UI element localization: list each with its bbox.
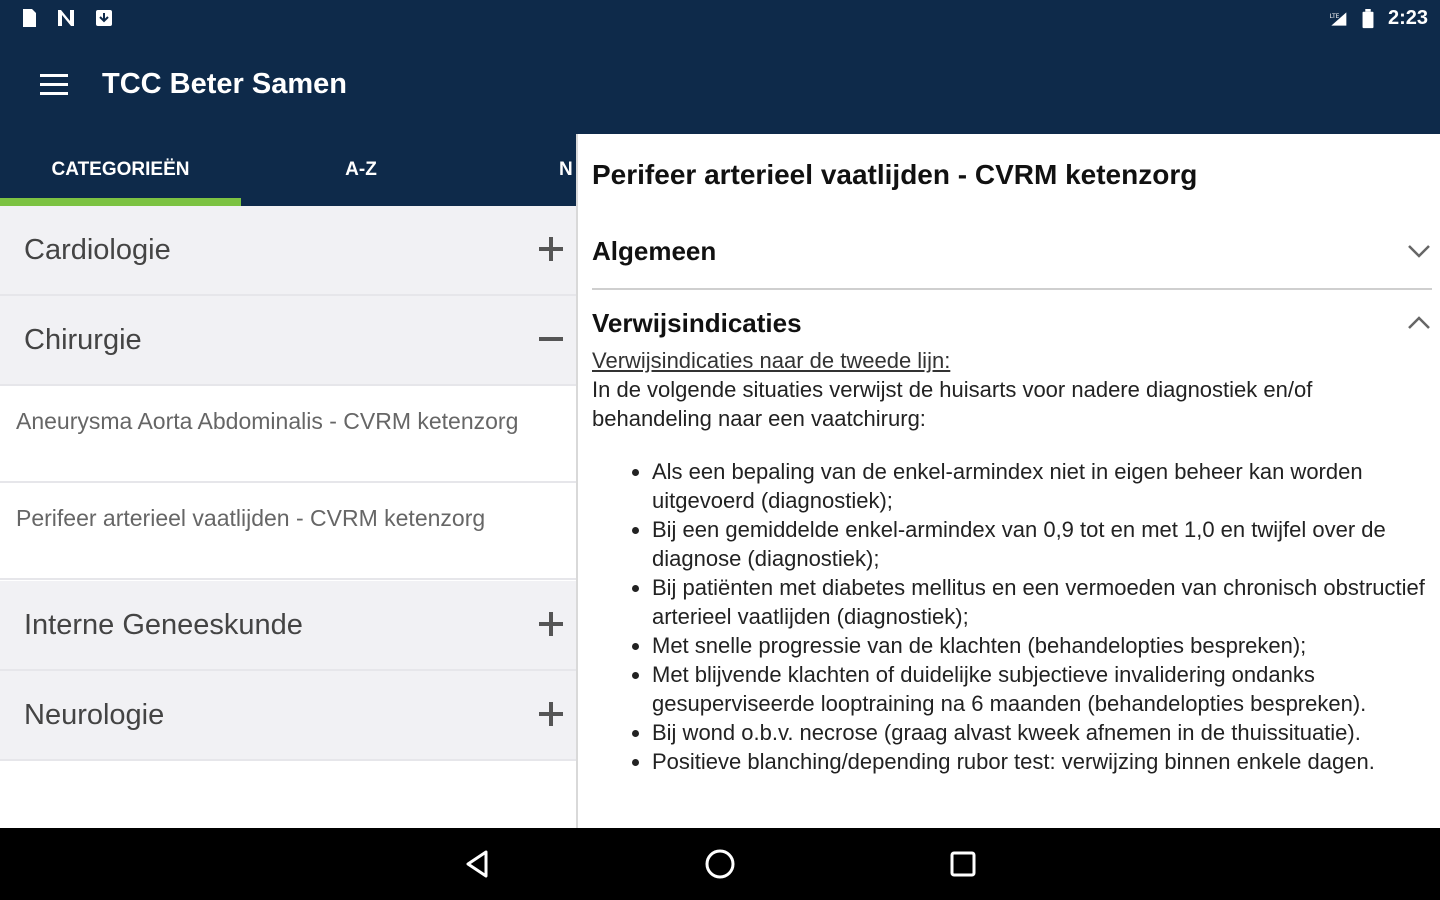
indication-list: [592, 457, 1432, 776]
battery-icon: [1358, 9, 1378, 29]
back-icon[interactable]: [460, 846, 496, 882]
sd-card-icon: [18, 8, 38, 28]
list-item-perifeer[interactable]: [0, 483, 576, 580]
list-item-label: Perifeer arterieel vaatlijden - CVRM ketenzorg: [16, 505, 486, 531]
app-bar: [0, 38, 1440, 134]
detail-title: Perifeer arterieel vaatlijden - CVRM ketenzorg: [592, 159, 1198, 190]
download-icon: [94, 8, 114, 28]
signal-icon: [1328, 9, 1348, 29]
tab-n[interactable]: N: [559, 159, 573, 180]
active-tab-indicator: [0, 198, 241, 206]
list-item-aneurysma[interactable]: [0, 386, 576, 483]
category-label: Neurologie: [24, 699, 165, 731]
n-icon: [56, 8, 76, 28]
section-header: Algemeen: [592, 236, 717, 266]
section-divider: [592, 288, 1432, 290]
category-neurologie[interactable]: [0, 671, 576, 761]
status-bar: [0, 0, 1440, 38]
section-header: Verwijsindicaties: [592, 308, 802, 338]
list-item-label: Aneurysma Aorta Abdominalis - CVRM ketenzorg: [16, 408, 519, 434]
list-item: • Bij wond o.b.v. necrose (graag alvast kweek afnemen in de thuissituatie).: [652, 718, 1432, 747]
tab-a-z[interactable]: A-Z: [345, 159, 377, 180]
content-intro: In de volgende situaties verwijst de huisarts voor nadere diagnostiek en/of behandeling naar een vaatchirurg:: [592, 377, 1313, 431]
category-chirurgie[interactable]: [0, 296, 576, 386]
recents-icon[interactable]: [945, 846, 981, 882]
category-cardiologie[interactable]: [0, 206, 576, 296]
list-item: • Bij een gemiddelde enkel-armindex van 0,9 tot en met 1,0 en twijfel over de diagnose (diagnostiek);: [652, 515, 1432, 573]
app-title: TCC Beter Samen: [102, 68, 347, 100]
list-item: • Positieve blanching/depending rubor test: verwijzing binnen enkele dagen.: [652, 747, 1432, 776]
content-subheading: Verwijsindicaties naar de tweede lijn:: [592, 348, 951, 373]
section-algemeen[interactable]: [592, 236, 1432, 267]
tab-categorieen[interactable]: CATEGORIEËN: [51, 159, 190, 180]
chevron-down-icon[interactable]: [1406, 242, 1432, 260]
category-label: Cardiologie: [24, 234, 171, 266]
list-item: • Met blijvende klachten of duidelijke subjectieve invalidering ondanks gesuperviseerde looptraining na 6 maanden (behandelopties bespreken).: [652, 660, 1432, 718]
expand-plus-icon[interactable]: [536, 234, 566, 264]
section-verwijsindicaties[interactable]: [592, 308, 1432, 339]
category-label: Interne Geneeskunde: [24, 609, 303, 641]
list-item: • Met snelle progressie van de klachten (behandelopties bespreken);: [652, 631, 1432, 660]
category-label: Chirurgie: [24, 324, 142, 356]
status-time: 2:23: [1387, 7, 1428, 29]
category-interne-geneeskunde[interactable]: [0, 581, 576, 671]
navigation-bar: [0, 828, 1440, 900]
expand-plus-icon[interactable]: [536, 699, 566, 729]
hamburger-menu-icon[interactable]: [38, 72, 70, 98]
svg-text:LTE: LTE: [1329, 13, 1340, 20]
collapse-minus-icon[interactable]: [536, 324, 566, 354]
expand-plus-icon[interactable]: [536, 609, 566, 639]
section-content: [592, 346, 1432, 776]
tab-bar: [0, 134, 576, 206]
list-item: • Bij patiënten met diabetes mellitus en een vermoeden van chronisch obstructief arterieel vaatlijden (diagnostiek);: [652, 573, 1432, 631]
list-item: • Als een bepaling van de enkel-armindex niet in eigen beheer kan worden uitgevoerd (diagnostiek);: [652, 457, 1432, 515]
detail-pane: [576, 134, 1440, 828]
chevron-up-icon[interactable]: [1406, 314, 1432, 332]
category-pane: [0, 134, 576, 828]
home-icon[interactable]: [702, 846, 738, 882]
